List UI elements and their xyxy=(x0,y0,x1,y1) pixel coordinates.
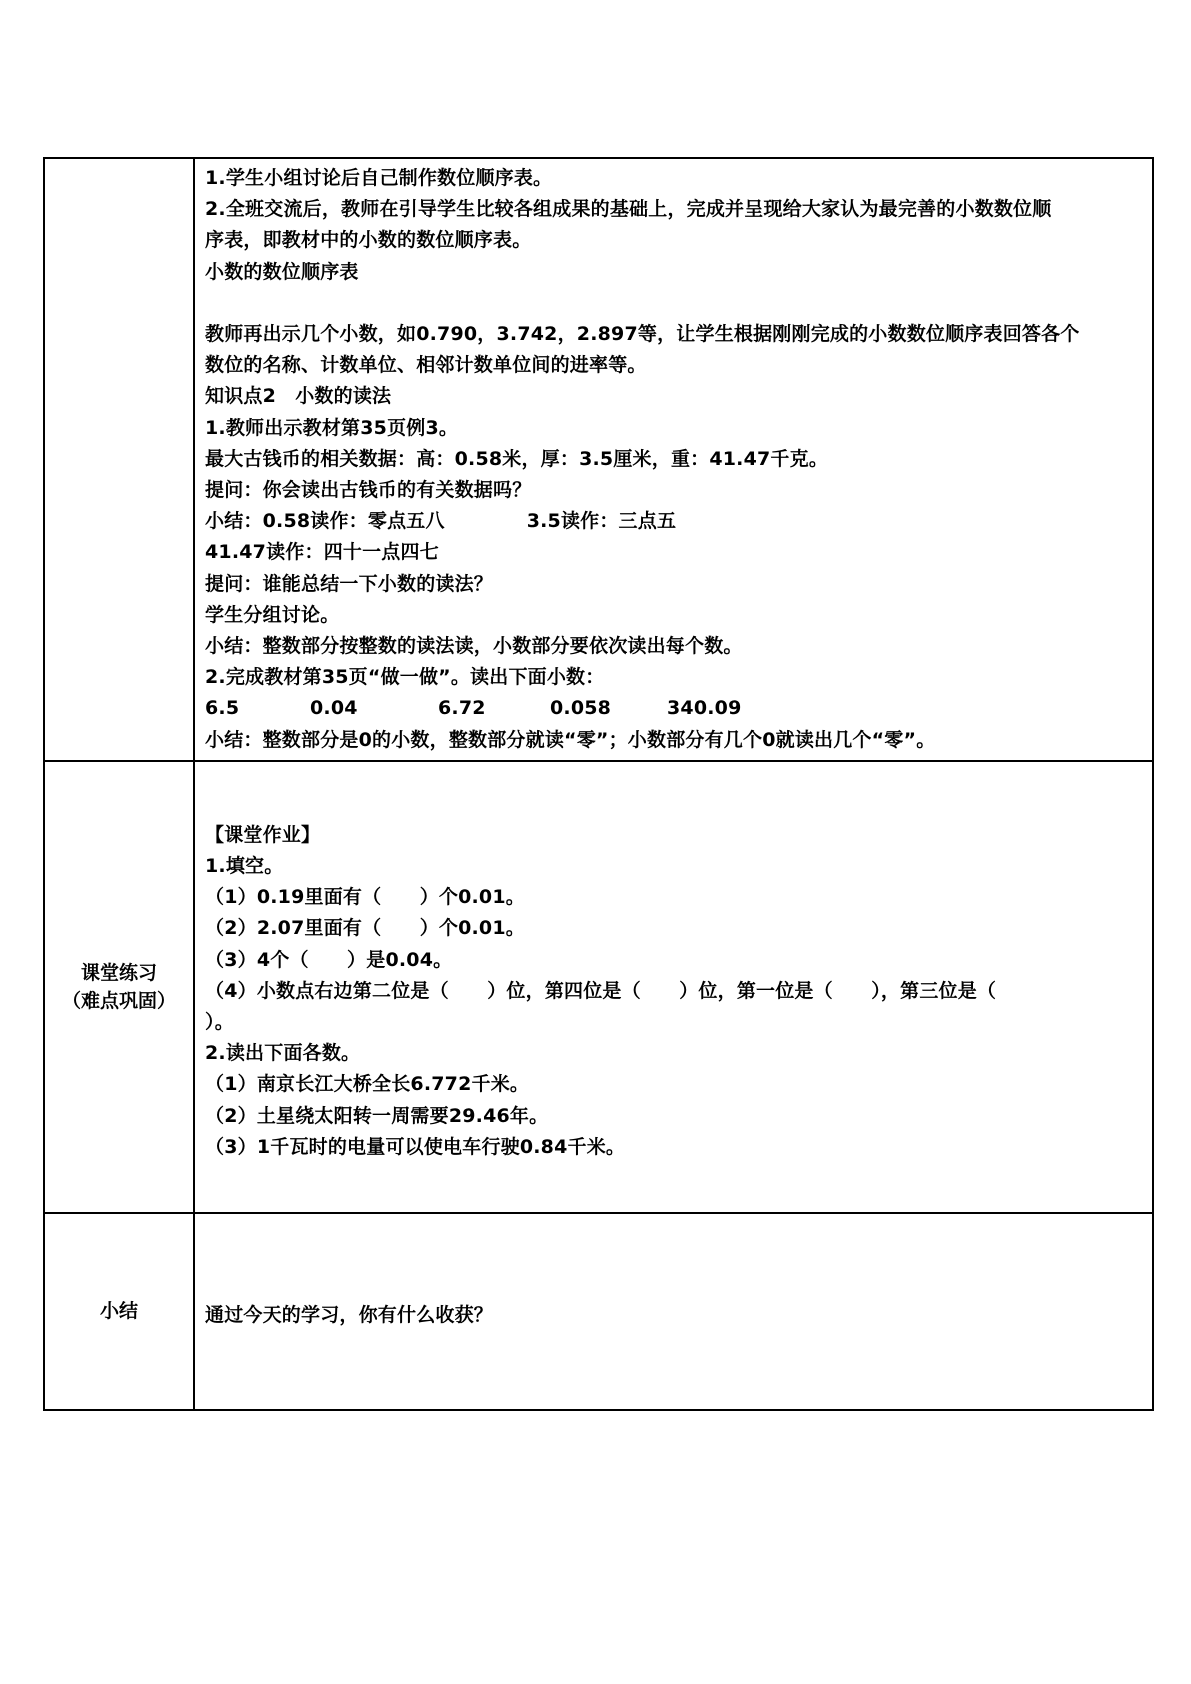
knowledge-point-heading: 知识点2 小数的读法 xyxy=(205,385,392,408)
exercise-item: （1）南京长江大桥全长6.772千米。 xyxy=(205,1073,530,1096)
summary-content xyxy=(195,1214,1152,1335)
decimal-number: 6.72 xyxy=(438,697,486,720)
summary-question: 通过今天的学习，你有什么收获？ xyxy=(205,1303,494,1326)
decimal-number: 0.04 xyxy=(310,697,358,720)
exercise-item: （2）土星绕太阳转一周需要29.46年。 xyxy=(205,1104,549,1127)
text-line: 提问：你会读出古钱币的有关数据吗？ xyxy=(205,479,532,502)
exercise-item-cont: ）。 xyxy=(205,1011,234,1034)
decimal-number: 0.058 xyxy=(550,697,612,720)
text-line: 提问：谁能总结一下小数的读法？ xyxy=(205,572,494,595)
row-label-practice xyxy=(44,761,194,1213)
summary-final: 小结：整数部分是0的小数，整数部分就读“零”；小数部分有几个0就读出几个“零”。 xyxy=(205,728,936,751)
text-line: 小结：整数部分按整数的读法读，小数部分要依次读出每个数。 xyxy=(205,635,743,658)
content-cell xyxy=(194,761,1153,1213)
decimal-number: 340.09 xyxy=(667,697,742,720)
teaching-process-content xyxy=(195,159,1152,760)
text-line: 数位的名称、计数单位、相邻计数单位间的进率等。 xyxy=(205,354,647,377)
content-cell xyxy=(194,158,1153,761)
text-line: 1.填空。 xyxy=(205,855,284,878)
text-line: 最大古钱币的相关数据：高：0.58米，厚：3.5厘米，重：41.47千克。 xyxy=(205,447,829,470)
summary-line xyxy=(205,506,1142,537)
practice-label: 课堂练习 xyxy=(80,961,157,984)
text-line: 学生分组讨论。 xyxy=(205,603,340,626)
practice-sublabel: （难点巩固） xyxy=(61,989,176,1012)
content-cell xyxy=(194,1213,1153,1410)
summary-label: 小结 xyxy=(99,1300,138,1323)
row-label-summary xyxy=(44,1213,194,1410)
blank-line xyxy=(205,288,1142,319)
exercise-item: （3）1千瓦时的电量可以使电车行驶0.84千米。 xyxy=(205,1135,626,1158)
text-line: 序表，即教材中的小数的数位顺序表。 xyxy=(205,229,532,252)
table-row xyxy=(44,158,1153,761)
text-line: 41.47读作：四十一点四七 xyxy=(205,541,439,564)
text-line: 2.完成教材第35页“做一做”。读出下面小数： xyxy=(205,666,605,689)
text-line: 2.读出下面各数。 xyxy=(205,1042,361,1065)
text-line: 小数的数位顺序表 xyxy=(205,260,359,283)
text-line: 2.全班交流后，教师在引导学生比较各组成果的基础上，完成并呈现给大家认为最完善的小数数位顺 xyxy=(205,198,1052,221)
exercise-item: （1）0.19里面有（ ）个0.01。 xyxy=(205,886,525,909)
homework-heading: 【课堂作业】 xyxy=(205,823,321,846)
lesson-table xyxy=(43,157,1154,1411)
table-row xyxy=(44,1213,1153,1410)
summary-part-a: 小结：0.58读作：零点五八 xyxy=(205,510,445,533)
practice-content xyxy=(195,762,1152,1167)
exercise-item: （3）4个（ ）是0.04。 xyxy=(205,948,453,971)
summary-part-b: 3.5读作：三点五 xyxy=(526,510,677,533)
exercise-item: （4）小数点右边第二位是（ ）位，第四位是（ ）位，第一位是（ ），第三位是（ xyxy=(205,979,997,1002)
table-row xyxy=(44,761,1153,1213)
text-line: 教师再出示几个小数，如0.790，3.742，2.897等，让学生根据刚刚完成的小数数位顺序表回答各个 xyxy=(205,323,1080,345)
text-line: 1.教师出示教材第35页例3。 xyxy=(205,416,459,439)
exercise-item: （2）2.07里面有（ ）个0.01。 xyxy=(205,917,525,940)
row-label-empty xyxy=(44,158,194,761)
decimal-numbers-row xyxy=(205,693,1142,724)
decimal-number: 6.5 xyxy=(205,697,240,720)
text-line: 1.学生小组讨论后自己制作数位顺序表。 xyxy=(205,167,553,189)
